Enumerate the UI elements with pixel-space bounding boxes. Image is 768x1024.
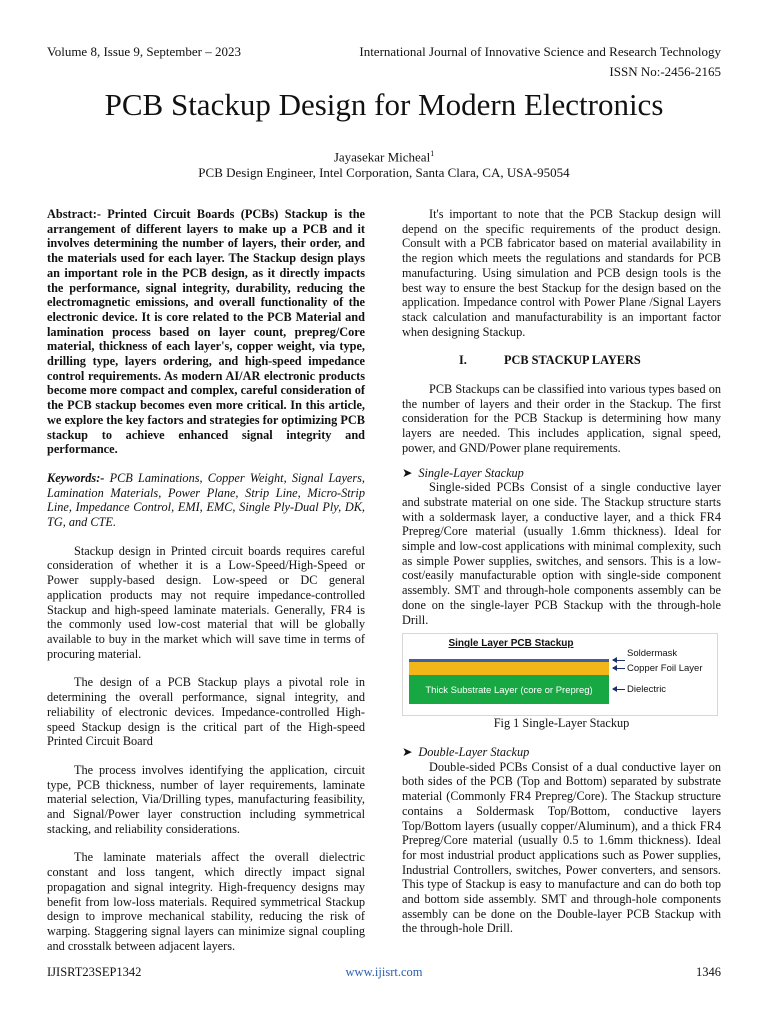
- section-intro: PCB Stackups can be classified into various types based on the number of layers and their order in the Stackup. The first consideration for the PCB Stackup is determining how many layers are needed. This includes application, signal speed, power, and GND/Power plane requirements.: [402, 382, 722, 455]
- affiliation: PCB Design Engineer, Intel Corporation, Santa Clara, CA, USA-95054: [198, 165, 570, 180]
- double-layer-heading-text: Double-Layer Stackup: [418, 744, 530, 759]
- figure-caption: Fig 1 Single-Layer Stackup: [493, 716, 630, 731]
- copper-label: Copper Foil Layer: [627, 663, 703, 675]
- intro-paragraph: It's important to note that the PCB Stackup design will depend on the specific requirements of the product design. Consult with a PCB fabricator based on material availability in the region which meets the regulations and standards for PCB manufacturing. Using simulation and PCB design tools is the best way to ensure the best Stackup for the design based on the application. Impedance control with Power Plane /Signal Layers stack calculation and manufacturability is an important factor when designing Stackup.: [402, 207, 721, 339]
- section-number: I.: [459, 353, 467, 368]
- arrow-bullet-icon: ➤: [402, 465, 413, 480]
- author-superscript: 1: [430, 149, 435, 158]
- keywords-text: PCB Laminations, Copper Weight, Signal Layers, Lamination Materials, Power Plane, Strip Line, Micro-Strip Line, Impedance Control, EMI, EMC, Single Ply-Dual Ply, DK, TG, and CTE.: [47, 470, 366, 530]
- soldermask-label: Soldermask: [627, 648, 678, 660]
- double-layer-text: Double-sided PCBs Consist of a dual conductive layer on both sides of the PCB (Top and Bottom) separated by substrate material (Commonly FR4 Prepreg/Core). The Stackup structure contains a Soldermask Top/Bottom, conductive layers Top/Bottom layers (usually copper/Aluminum), and a thick FR4 Prepreg/Core material (usually 0.5 to 1.6mm thickness). Ideal for most industrial product applications such as Power supplies, Industrial Controllers, switches, Power converters, and sensors. This type of Stackup is easy to manufacture and can do both top and bottom side assembly. SMT and through-hole components assembly can be done on the Double-layer PCB Stackup with the through-hole Drill.: [402, 759, 721, 936]
- body-paragraph: The laminate materials affect the overall dielectric constant and loss tangent, which directly impact signal propagation and signal integrity. High-frequency designs may benefit from low-loss materials. Required symmetrical Stackup design to improve mechanical stability, reducing the risk of warping. Staggering signal layers can minimize signal coupling and crosstalk between adjacent layers.: [47, 850, 365, 953]
- section-title: PCB STACKUP LAYERS: [504, 353, 641, 368]
- body-paragraph: The process involves identifying the application, circuit type, PCB thickness, number of layer requirements, laminate material selection, Via/Drilling types, manufacturing feasibility, and Signal/Power layer construction including symmetrical stacking, and reliability considerations.: [47, 762, 365, 836]
- arrow-left-icon: [613, 660, 625, 661]
- journal-name: International Journal of Innovative Science and Research Technology: [359, 44, 721, 59]
- single-layer-heading: [402, 466, 721, 481]
- single-layer-heading-text: Single-Layer Stackup: [418, 465, 524, 480]
- single-layer-text: Single-sided PCBs Consist of a single conductive layer and substrate material on one side. The Stackup structure starts with a soldermask layer, a conductive layer, and a thick FR4 Prepreg/Core material (usually 1.6mm thickness). Ideal for simple and low-cost applications with minimal complexity, such as simple Power supplies, switches, and sensors. This is a low-cost/easily manufacturable option with single-side component assembly. SMT and through-hole components assembly can be done on the single-layer PCB Stackup with the through-hole Drill.: [402, 480, 721, 627]
- volume-info: Volume 8, Issue 9, September – 2023: [47, 44, 242, 59]
- issn: ISSN No:-2456-2165: [609, 64, 721, 79]
- left-column: [47, 207, 365, 953]
- website-link[interactable]: www.ijisrt.com: [345, 965, 423, 979]
- author-line: [0, 149, 768, 165]
- double-layer-heading: [402, 745, 721, 760]
- dielectric-label: Dielectric: [627, 684, 667, 696]
- substrate-label: Thick Substrate Layer (core or Prepreg): [425, 685, 593, 697]
- single-layer-figure: [402, 633, 718, 716]
- arrow-left-icon: [613, 668, 625, 669]
- page-number: 1346: [696, 965, 721, 979]
- copper-foil-layer: [409, 662, 609, 675]
- abstract: Abstract:- Printed Circuit Boards (PCBs) Stackup is the arrangement of different layers to make up a PCB and it involves determining the number of layers, their order, and the materials used for each layer. The Stackup design plays an important role in the PCB design, as it directly impacts the performance, signal integrity, durability, reducing the electromagnetic emissions, and overall functionality of the electronic device. It is core related to the PCB Material and lamination process based on layer count, prepreg/Core material, thickness of each layer's, copper weight, via type, drilling type, layers ordering, and high-speed impedance control requirements. As modern AI/AR electronic products become more compact and complex, careful consideration of the PCB stackup becomes even more critical. In this article, we explore the key factors and strategies for optimizing PCB stackup to achieve enhanced signal integrity and performance.: [47, 207, 365, 457]
- right-column: [402, 207, 721, 936]
- body-paragraph: Stackup design in Printed circuit boards requires careful consideration of whether it is a Low-Speed/High-Speed or Power supply-based design. Low-speed or DC general application products may not require impedance-controlled Stackup and high-speed laminate materials. Generally, FR4 is the commonly used low-cost material that will be globally available to buy in the market which will save time in terms of procuring material.: [47, 543, 365, 661]
- keywords-label: Keywords:-: [47, 470, 105, 485]
- arrow-left-icon: [613, 689, 625, 690]
- section-heading: [402, 353, 721, 368]
- arrow-bullet-icon: ➤: [402, 744, 413, 759]
- keywords: [47, 471, 365, 530]
- body-paragraph: The design of a PCB Stackup plays a pivotal role in determining the overall performance, signal integrity, and reliability of electronic devices. Impedance-controlled High-speed Stackup design is the critical part of the High-speed Printed Circuit Board: [47, 675, 365, 749]
- paper-id: IJISRT23SEP1342: [47, 965, 142, 979]
- author-name: Jayasekar Micheal: [333, 149, 431, 165]
- paper-title: PCB Stackup Design for Modern Electronics: [104, 87, 664, 122]
- figure-title: Single Layer PCB Stackup: [448, 638, 574, 650]
